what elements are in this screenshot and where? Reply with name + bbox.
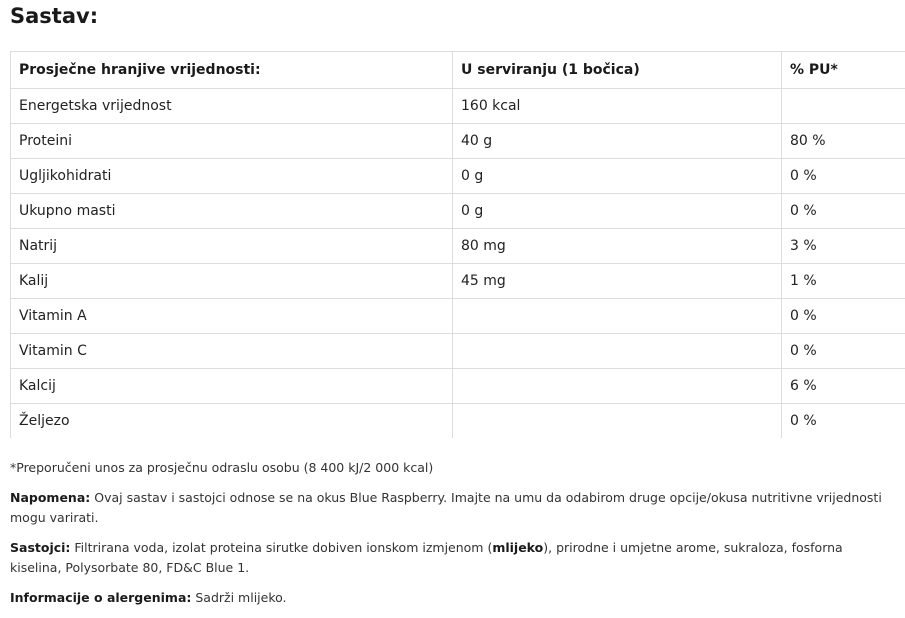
cell-daily-value: 0 % [782, 334, 905, 369]
table-row [11, 404, 905, 439]
table-row [11, 124, 905, 159]
remark-label: Napomena: [10, 490, 90, 505]
notes-section [10, 458, 895, 618]
cell-serving: 40 g [453, 124, 782, 159]
table-row [11, 369, 905, 404]
remark [10, 488, 895, 528]
cell-nutrient: Ugljikohidrati [11, 159, 453, 194]
cell-daily-value: 0 % [782, 194, 905, 229]
cell-nutrient: Proteini [11, 124, 453, 159]
table-row [11, 229, 905, 264]
cell-daily-value: 0 % [782, 404, 905, 439]
cell-serving [453, 334, 782, 369]
cell-serving [453, 369, 782, 404]
cell-daily-value [782, 89, 905, 124]
ingredients [10, 538, 895, 578]
cell-nutrient: Vitamin A [11, 299, 453, 334]
table-header-row [11, 52, 905, 89]
table-row [11, 334, 905, 369]
cell-serving [453, 404, 782, 439]
allergen-info [10, 588, 895, 608]
cell-daily-value: 3 % [782, 229, 905, 264]
ingredients-text-end: ), prirodne i umjetne arome, sukraloza, fosforna kiselina, Polysorbate 80, FD&C Blue 1. [10, 540, 843, 575]
cell-serving: 45 mg [453, 264, 782, 299]
cell-nutrient: Energetska vrijednost [11, 89, 453, 124]
ingredients-label: Sastojci: [10, 540, 70, 555]
ingredients-allergen: mlijeko [492, 540, 543, 555]
allergen-text: Sadrži mlijeko. [191, 590, 286, 605]
ingredients-text: Filtrirana voda, izolat proteina sirutke dobiven ionskom izmjenom ( [70, 540, 492, 555]
footnote: *Preporučeni unos za prosječnu odraslu osobu (8 400 kJ/2 000 kcal) [10, 458, 895, 478]
cell-nutrient: Vitamin C [11, 334, 453, 369]
cell-daily-value: 80 % [782, 124, 905, 159]
cell-daily-value: 0 % [782, 159, 905, 194]
cell-serving: 0 g [453, 159, 782, 194]
cell-serving: 0 g [453, 194, 782, 229]
nutrition-table [10, 51, 905, 438]
column-header-daily-value: % PU* [782, 52, 905, 89]
cell-nutrient: Željezo [11, 404, 453, 439]
allergen-label: Informacije o alergenima: [10, 590, 191, 605]
table-row [11, 159, 905, 194]
remark-text: Ovaj sastav i sastojci odnose se na okus Blue Raspberry. Imajte na umu da odabirom druge opcije/okusa nutritivne vrijednosti mogu varirati. [10, 490, 882, 525]
cell-daily-value: 6 % [782, 369, 905, 404]
table-row [11, 89, 905, 124]
table-row [11, 194, 905, 229]
cell-nutrient: Ukupno masti [11, 194, 453, 229]
cell-daily-value: 0 % [782, 299, 905, 334]
cell-daily-value: 1 % [782, 264, 905, 299]
cell-serving: 80 mg [453, 229, 782, 264]
page-title: Sastav: [10, 4, 98, 28]
table-row [11, 299, 905, 334]
column-header-nutrient: Prosječne hranjive vrijednosti: [11, 52, 453, 89]
cell-serving: 160 kcal [453, 89, 782, 124]
cell-nutrient: Kalcij [11, 369, 453, 404]
table-row [11, 264, 905, 299]
cell-nutrient: Natrij [11, 229, 453, 264]
cell-serving [453, 299, 782, 334]
column-header-serving: U serviranju (1 bočica) [453, 52, 782, 89]
cell-nutrient: Kalij [11, 264, 453, 299]
